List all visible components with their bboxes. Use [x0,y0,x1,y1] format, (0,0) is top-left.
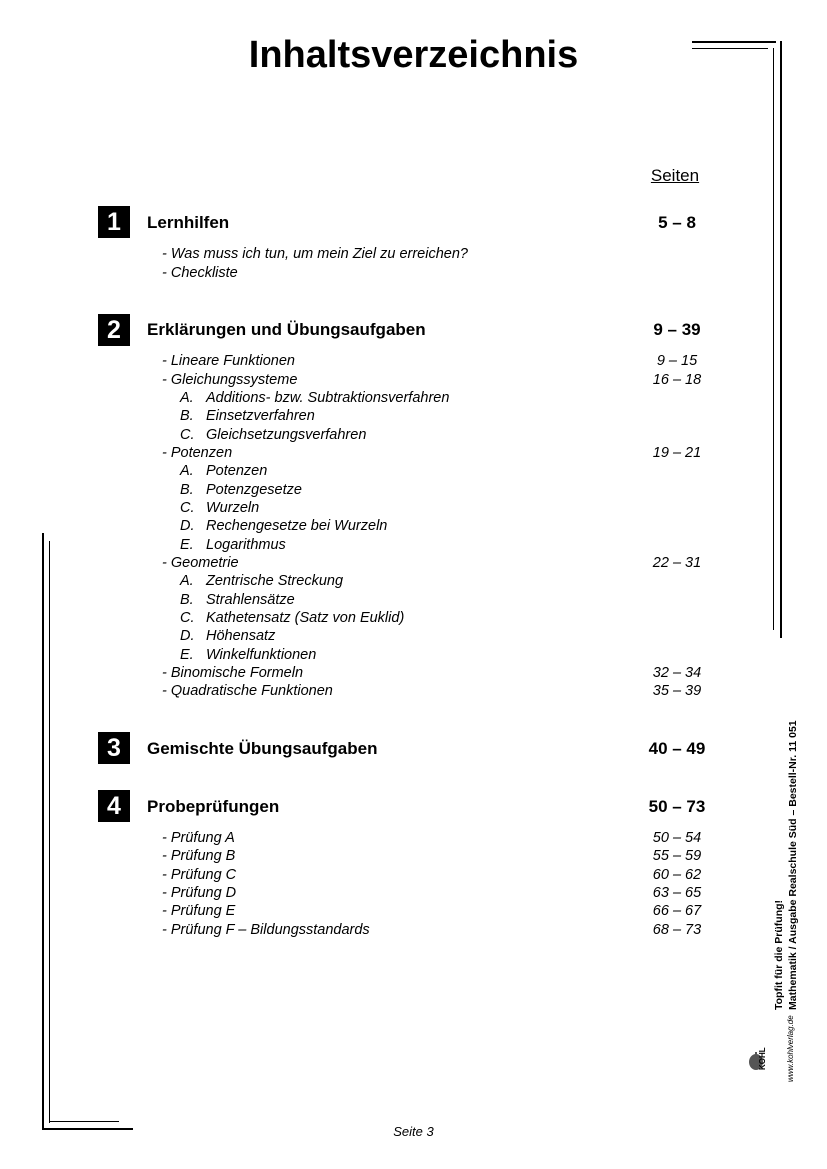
toc-item: - Binomische Formeln [162,665,304,681]
section-pages: 9 – 39 [653,320,701,339]
sidebar-line-2: Mathematik / Ausgabe Realschule Süd – Bestell-Nr. 11 051 [787,720,799,1010]
frame-line [773,48,774,630]
logo-text: KOHL [758,1047,767,1070]
toc-item-pages: 68 – 73 [652,922,702,938]
toc-subitem: Winkelfunktionen [206,647,317,663]
toc-subitem-letter: E. [180,537,194,553]
frame-line [49,1121,119,1122]
toc-subitem-letter: C. [180,610,195,626]
toc-item-pages: 9 – 15 [656,353,698,369]
publisher-sidebar [772,610,802,1010]
toc-item: - Potenzen [162,445,233,461]
frame-line [692,48,768,49]
toc-item-pages: 66 – 67 [652,903,702,919]
toc-subitem: Kathetensatz (Satz von Euklid) [206,610,405,626]
toc-item-pages: 55 – 59 [652,848,702,864]
toc-subitem-letter: C. [180,500,195,516]
frame-line [780,41,782,638]
publisher-website: www.kohlverlag.de [786,1015,795,1082]
section-pages: 5 – 8 [658,213,696,232]
section-pages: 40 – 49 [648,739,706,758]
section-number: 2 [98,314,130,346]
toc-subitem: Logarithmus [206,537,286,553]
toc-item-pages: 22 – 31 [652,555,702,571]
section-title: Gemischte Übungsaufgaben [147,739,378,758]
toc-subitem: Rechengesetze bei Wurzeln [206,518,388,534]
toc-item: - Prüfung F – Bildungsstandards [162,922,370,938]
toc-subitem-letter: B. [180,592,194,608]
toc-item: - Gleichungssysteme [162,372,298,388]
toc-subitem-letter: A. [180,573,194,589]
toc-item: - Prüfung B [162,848,236,864]
toc-item: - Prüfung A [162,830,235,846]
sidebar-line-1: Topfit für die Prüfung! [773,899,785,1010]
toc-subitem: Strahlensätze [206,592,295,608]
toc-subitem: Potenzgesetze [206,482,302,498]
toc-subitem: Additions- bzw. Subtraktionsverfahren [206,390,450,406]
toc-item-pages: 35 – 39 [652,683,702,699]
toc-subitem-letter: B. [180,408,194,424]
toc-subitem: Potenzen [206,463,268,479]
toc-item-pages: 19 – 21 [652,445,702,461]
toc-item-pages: 50 – 54 [652,830,702,846]
toc-item-pages: 32 – 34 [652,665,702,681]
toc-subitem-letter: A. [180,390,194,406]
section-pages: 50 – 73 [648,797,706,816]
toc-subitem: Wurzeln [206,500,260,516]
frame-line [692,41,776,43]
toc-item: - Checkliste [162,265,238,281]
toc-item: - Geometrie [162,555,239,571]
frame-line [42,533,44,1130]
toc-item-pages: 63 – 65 [652,885,702,901]
toc-item: - Prüfung E [162,903,236,919]
toc-subitem-letter: C. [180,427,195,443]
page-number: Seite 3 [393,1124,434,1139]
section-title: Lernhilfen [147,213,230,232]
toc-item: - Prüfung C [162,867,237,883]
section-title: Probeprüfungen [147,797,280,816]
toc-item-pages: 60 – 62 [652,867,702,883]
section-number: 1 [98,206,130,238]
toc-subitem: Zentrische Streckung [206,573,344,589]
page-title: Inhaltsverzeichnis [248,34,579,76]
toc-item: - Lineare Funktionen [162,353,295,369]
toc-item: - Was muss ich tun, um mein Ziel zu erreichen? [162,246,468,262]
toc-subitem-letter: D. [180,628,195,644]
toc-subitem: Gleichsetzungsverfahren [206,427,367,443]
section-number: 3 [98,732,130,764]
toc-item: - Prüfung D [162,885,237,901]
toc-subitem-letter: B. [180,482,194,498]
section-number: 4 [98,790,130,822]
section-title: Erklärungen und Übungsaufgaben [147,320,426,339]
toc-subitem-letter: E. [180,647,194,663]
toc-subitem-letter: D. [180,518,195,534]
toc-item: - Quadratische Funktionen [162,683,333,699]
toc-subitem: Einsetzverfahren [206,408,315,424]
toc-item-pages: 16 – 18 [652,372,702,388]
toc-subitem: Höhensatz [206,628,276,644]
toc-subitem-letter: A. [180,463,194,479]
frame-line [49,541,50,1123]
pages-column-header: Seiten [650,166,700,185]
